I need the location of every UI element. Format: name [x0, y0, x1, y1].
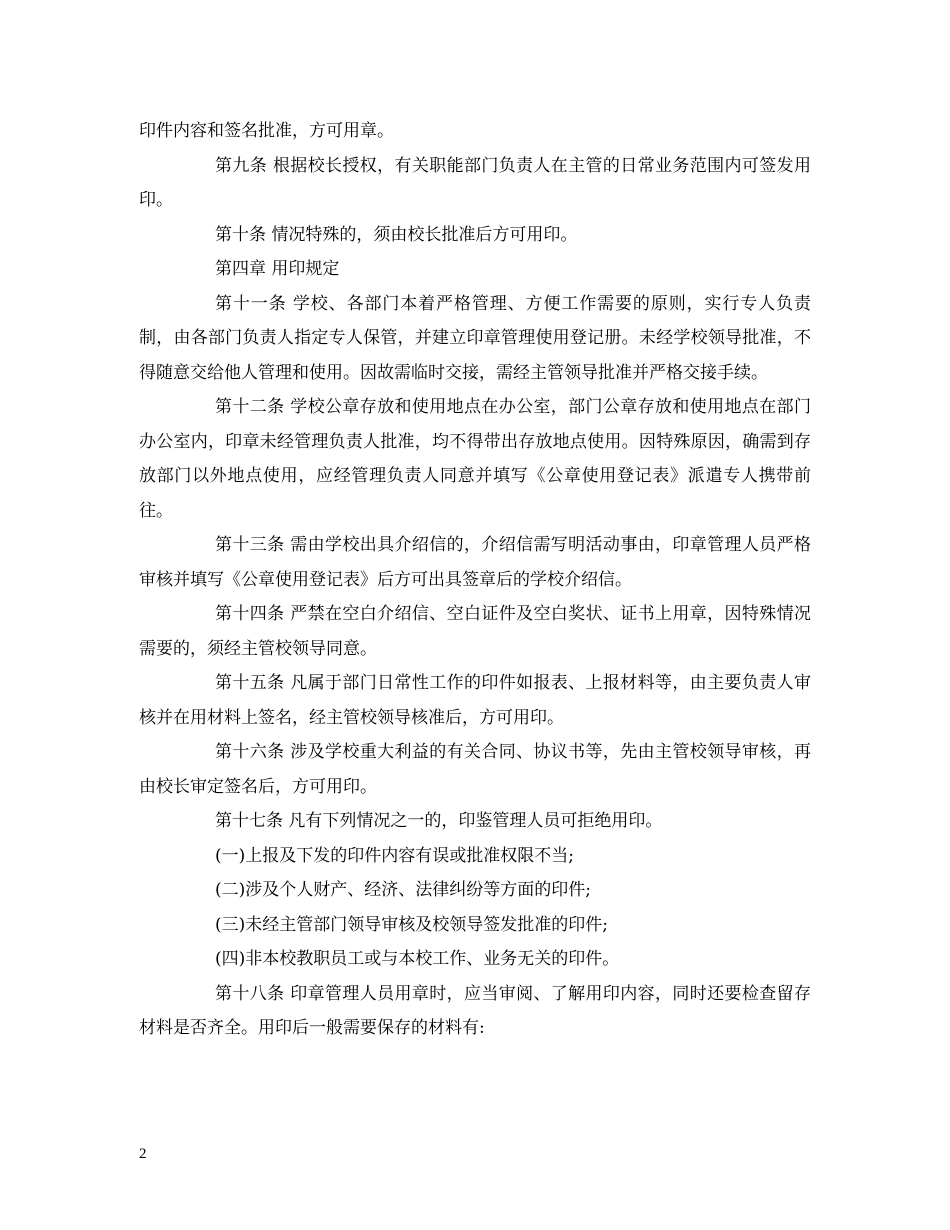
- paragraph-article-10: 第十条 情况特殊的，须由校长批准后方可用印。: [215, 224, 578, 245]
- list-item-4: (四)非本校教职员工或与本校工作、业务无关的印件。: [215, 949, 620, 969]
- list-item-2: (二)涉及个人财产、经济、法律纠纷等方面的印件;: [215, 880, 591, 900]
- list-item-1: (一)上报及下发的印件内容有误或批准权限不当;: [215, 845, 574, 866]
- paragraph-article-9: 第九条 根据校长授权，有关职能部门负责人在主管的日常业务范围内可签发用印。: [139, 155, 811, 210]
- paragraph-article-12: 第十二条 学校公章存放和使用地点在办公室，部门公章存放和使用地点在部门办公室内，印章未经管理负责人批准，均不得带出存放地点使用。因特殊原因，确需到存放部门以外地点使用，应经管理负责人同意并填写《公章使用登记表》派遣专人携带前往。: [139, 397, 811, 521]
- paragraph-article-18: 第十八条 印章管理人员用章时，应当审阅、了解用印内容，同时还要检查留存材料是否齐全。用印后一般需要保存的材料有:: [139, 983, 811, 1038]
- paragraph-article-13: 第十三条 需由学校出具介绍信的，介绍信需写明活动事由，印章管理人员严格审核并填写《公章使用登记表》后方可出具签章后的学校介绍信。: [139, 535, 811, 590]
- document-body: [139, 114, 811, 1046]
- chapter-heading-4: 第四章 用印规定: [215, 259, 340, 279]
- paragraph-1: 印件内容和签名批准，方可用章。: [139, 121, 394, 141]
- paragraph-article-15: 第十五条 凡属于部门日常性工作的印件如报表、上报材料等，由主要负责人审核并在用材料上签名，经主管校领导核准后，方可用印。: [139, 673, 811, 728]
- page-number: 2: [139, 1146, 147, 1162]
- paragraph-article-11: 第十一条 学校、各部门本着严格管理、方便工作需要的原则，实行专人负责制，由各部门负责人指定专人保管，并建立印章管理使用登记册。未经学校领导批准，不得随意交给他人管理和使用。因故需临时交接，需经主管领导批准并严格交接手续。: [139, 293, 811, 383]
- paragraph-article-16: 第十六条 涉及学校重大利益的有关合同、协议书等，先由主管校领导审核，再由校长审定签名后，方可用印。: [139, 742, 811, 797]
- paragraph-article-17: 第十七条 凡有下列情况之一的，印鉴管理人员可拒绝用印。: [215, 811, 663, 831]
- list-item-3: (三)未经主管部门领导审核及校领导签发批准的印件;: [215, 914, 608, 935]
- paragraph-article-14: 第十四条 严禁在空白介绍信、空白证件及空白奖状、证书上用章，因特殊情况需要的，须经主管校领导同意。: [139, 604, 811, 659]
